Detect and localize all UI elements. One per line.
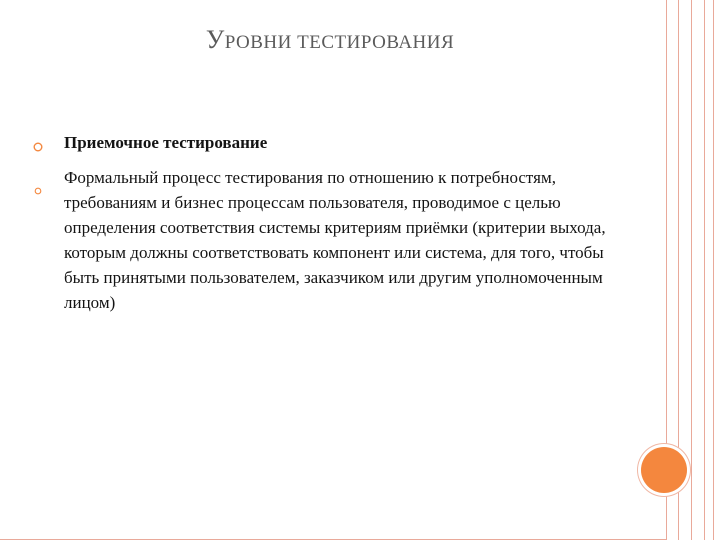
orange-circle-decoration — [641, 447, 687, 493]
slide-content — [33, 131, 623, 315]
section-heading: Приемочное тестирование — [64, 133, 268, 152]
right-rail-inner — [704, 0, 714, 540]
title-first-letter: У — [205, 25, 225, 54]
slide-title — [0, 24, 660, 59]
small-ring-icon — [33, 183, 43, 193]
list-item — [33, 165, 623, 315]
ring-outline-icon — [33, 139, 43, 149]
list-item — [33, 131, 623, 155]
definition-text: Формальный процесс тестирования по отношению к потребностям, требованиям и бизнес процессам пользователя, проводимое с целью определения соответствия системы критериям приёмки (критерии выхода, которым должны соответствовать компонент или система, для того, чтобы быть принятыми пользователем, заказчиком или другим уполномоченным лицом) — [64, 168, 606, 312]
title-rest: РОВНИ ТЕСТИРОВАНИЯ — [224, 32, 455, 53]
